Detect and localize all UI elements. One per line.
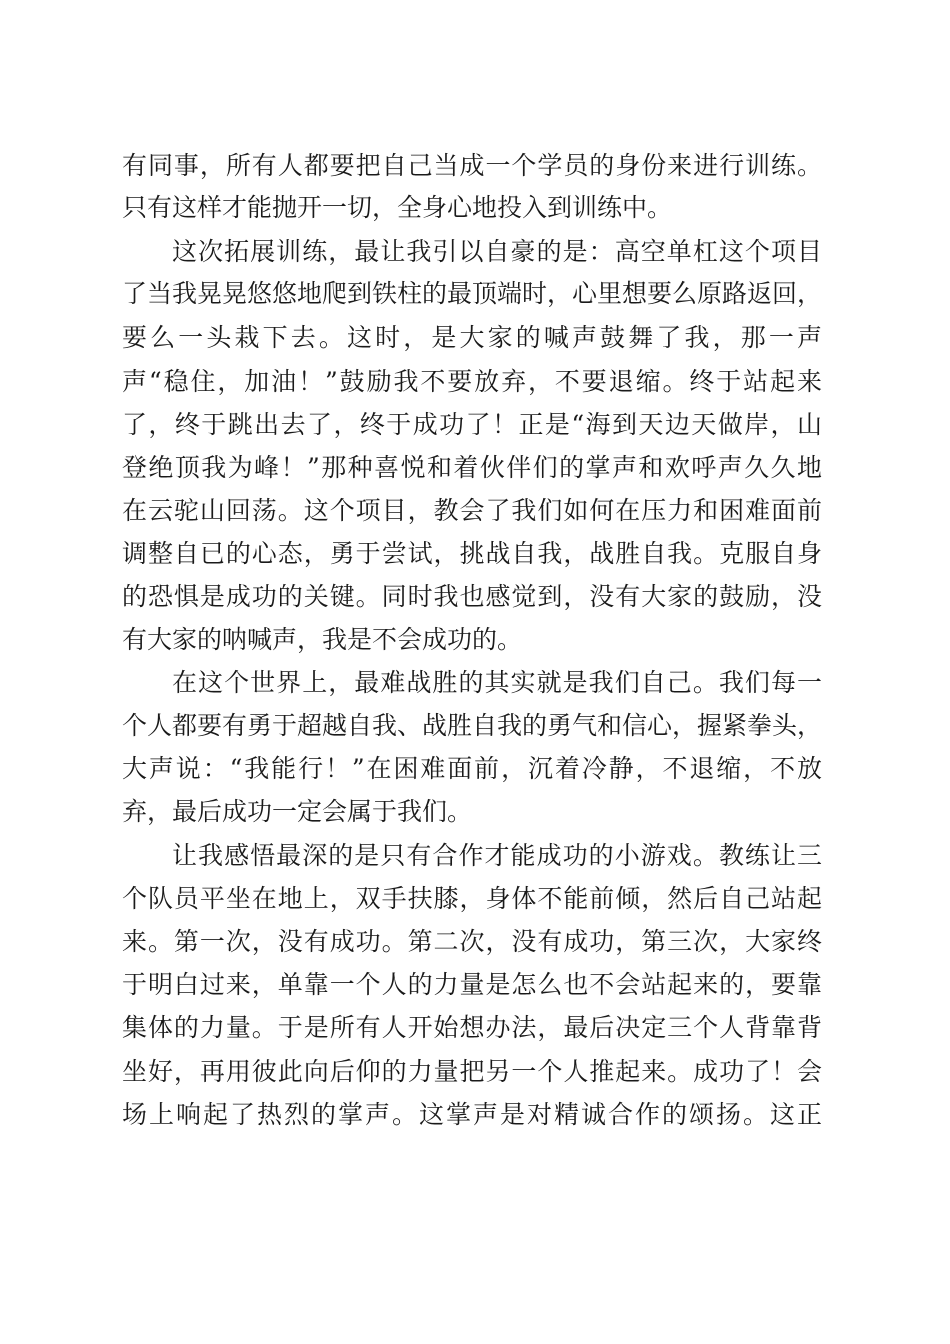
text-line: 弃，最后成功一定会属于我们。 <box>122 797 473 826</box>
text-line: 个人都要有勇于超越自我、战胜自我的勇气和信心，握紧拳头， <box>122 711 823 740</box>
text-line: 了当我晃晃悠悠地爬到铁柱的最顶端时，心里想要么原路返回， <box>122 279 823 308</box>
text-line: 有大家的呐喊声，我是不会成功的。 <box>122 625 523 654</box>
text-line: 坐好，再用彼此向后仰的力量把另一个人推起来。成功了！会 <box>122 1057 822 1086</box>
text-line: 于明白过来，单靠一个人的力量是怎么也不会站起来的，要靠 <box>122 970 822 999</box>
text-line: 让我感悟最深的是只有合作才能成功的小游戏。教练让三 <box>172 841 822 870</box>
text-line: 场上响起了热烈的掌声。这掌声是对精诚合作的颂扬。这正 <box>122 1100 822 1129</box>
text-line: 在这个世界上，最难战胜的其实就是我们自己。我们每一 <box>172 668 822 697</box>
text-line: 调整自已的心态，勇于尝试，挑战自我，战胜自我。克服自身 <box>122 539 822 568</box>
text-line: 来。第一次，没有成功。第二次，没有成功，第三次，大家终 <box>122 927 822 956</box>
text-line: 集体的力量。于是所有人开始想办法，最后决定三个人背靠背 <box>122 1013 822 1042</box>
text-line: 要么一头栽下去。这时，是大家的喊声鼓舞了我，那一声 <box>122 323 822 352</box>
text-line: 大声说：“我能行！”在困难面前，沉着冷静，不退缩，不放 <box>122 754 822 783</box>
text-line: 在云驼山回荡。这个项目，教会了我们如何在压力和困难面前 <box>122 496 822 525</box>
text-line: 的恐惧是成功的关键。同时我也感觉到，没有大家的鼓励，没 <box>122 582 822 611</box>
text-line: 登绝顶我为峰！”那种喜悦和着伙伴们的掌声和欢呼声久久地 <box>122 453 822 482</box>
text-line: 声“稳住，加油！”鼓励我不要放弃，不要退缩。终于站起来 <box>122 367 822 396</box>
text-line: 有同事，所有人都要把自己当成一个学员的身份来进行训练。 <box>122 151 822 180</box>
text-line: 只有这样才能抛开一切，全身心地投入到训练中。 <box>122 193 673 222</box>
text-line: 个队员平坐在地上，双手扶膝，身体不能前倾，然后自己站起 <box>122 884 822 913</box>
text-line: 这次拓展训练，最让我引以自豪的是：高空单杠这个项目 <box>172 237 822 266</box>
text-line: 了，终于跳出去了，终于成功了！正是“海到天边天做岸，山 <box>122 410 822 439</box>
